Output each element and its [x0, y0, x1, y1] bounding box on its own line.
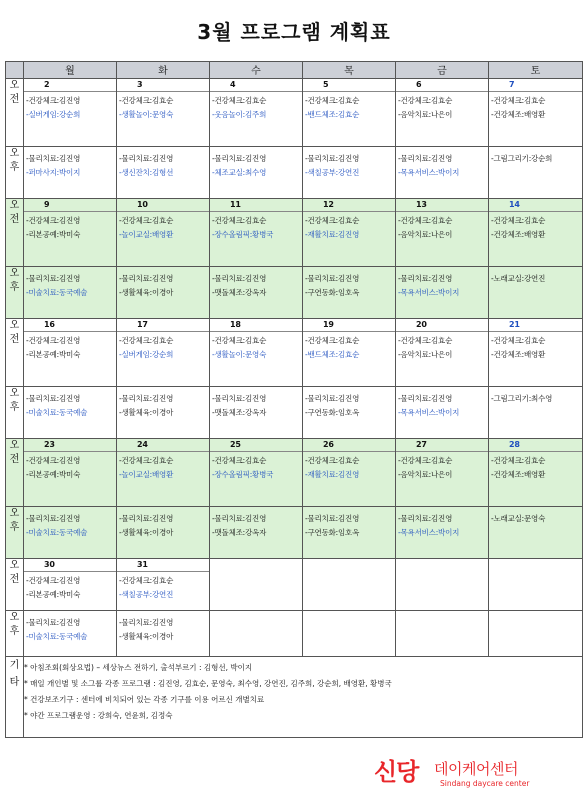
program-activity: -음악치료:나은이	[398, 470, 453, 479]
day-header: 화	[117, 62, 210, 79]
routine-activity: -물리치료:김진영	[212, 154, 267, 163]
routine-activity: -물리치료:김진영	[398, 394, 453, 403]
schedule-cell	[210, 507, 303, 559]
schedule-cell	[489, 439, 583, 507]
program-activity: -웃음놀이:김주희	[212, 110, 267, 119]
program-activity: -생활체육:이경아	[119, 632, 174, 641]
program-activity: -목욕서비스:박이지	[398, 408, 460, 417]
logo-mark: 신당	[374, 758, 419, 786]
routine-activity: -물리치료:김진영	[26, 514, 81, 523]
routine-activity: -물리치료:김진영	[26, 618, 81, 627]
date-number: 21	[489, 319, 582, 332]
period-label-char: 후	[9, 162, 20, 173]
period-label-char: 오	[9, 200, 20, 211]
date-number: 27	[396, 439, 488, 452]
routine-activity: -건강체크:김효순	[212, 336, 267, 345]
notes-cell	[24, 657, 583, 738]
morning-label	[6, 199, 24, 267]
schedule-cell	[117, 267, 210, 319]
schedule-cell	[24, 439, 117, 507]
program-activity: -밴드체조:김효순	[305, 350, 360, 359]
day-header: 토	[489, 62, 583, 79]
program-activity: -구연동화:임호옥	[305, 528, 360, 537]
routine-activity: -물리치료:김진영	[26, 274, 81, 283]
program-activity: -리본공예:박미숙	[26, 470, 81, 479]
routine-activity: -건강체크:김진영	[26, 216, 81, 225]
afternoon-label	[6, 507, 24, 559]
period-label-char: 전	[9, 574, 20, 585]
schedule-cell	[303, 267, 396, 319]
program-activity: -놀이교실:배영환	[119, 470, 174, 479]
program-activity: -미술치료:동국예술	[26, 528, 88, 537]
week-2-pm-row	[6, 267, 583, 319]
schedule-cell	[303, 611, 396, 657]
program-activity: -장수올림픽:황병국	[212, 470, 274, 479]
header-corner	[6, 62, 24, 79]
program-activity: -생활체육:이경아	[119, 288, 174, 297]
day-header: 금	[396, 62, 489, 79]
date-number: 2	[24, 79, 116, 92]
program-activity: -생신잔치:김형선	[119, 168, 174, 177]
week-4-am-row	[6, 439, 583, 507]
schedule-cell	[396, 147, 489, 199]
period-label-char: 오	[9, 612, 20, 623]
program-activity: -생활체육:이경아	[119, 528, 174, 537]
notes-label	[6, 657, 24, 738]
program-activity: -음악치료:나은이	[398, 110, 453, 119]
center-logo	[374, 758, 582, 792]
program-activity: -재활치료:김진영	[305, 230, 360, 239]
routine-activity: -건강체크:김효순	[212, 96, 267, 105]
routine-activity: -건강체크:김효순	[491, 96, 546, 105]
note-line: * 아침조회(회상요법) – 세상뉴스 전하기, 출석부르기 : 김형선, 박이지	[24, 663, 253, 672]
schedule-cell	[489, 199, 583, 267]
routine-activity: -물리치료:김진영	[26, 154, 81, 163]
program-activity: -체조교실:최수영	[212, 168, 267, 177]
date-number: 23	[24, 439, 116, 452]
routine-activity: -건강체크:김효순	[491, 216, 546, 225]
routine-activity: -건강체크:김효순	[398, 456, 453, 465]
date-number: 12	[303, 199, 395, 212]
program-activity: -목욕서비스:박이지	[398, 168, 460, 177]
routine-activity: -건강체크:김효순	[398, 336, 453, 345]
routine-activity: -그림그리기:최수영	[491, 394, 553, 403]
schedule-cell	[117, 79, 210, 147]
notes-label-char: 타	[9, 677, 20, 688]
afternoon-label	[6, 147, 24, 199]
schedule-cell	[24, 79, 117, 147]
date-number: 11	[210, 199, 302, 212]
note-line: * 건강보조기구 : 센터에 비치되어 있는 각종 기구를 이용 어르신 개별치료	[24, 695, 265, 704]
routine-activity: -건강체크:김효순	[119, 456, 174, 465]
period-label-char: 오	[9, 560, 20, 571]
schedule-cell	[24, 199, 117, 267]
routine-activity: -물리치료:김진영	[305, 154, 360, 163]
date-number: 17	[117, 319, 209, 332]
program-activity: -재활치료:김진영	[305, 470, 360, 479]
program-activity: -건강체조:배영환	[491, 350, 546, 359]
schedule-table	[5, 61, 583, 738]
date-number: 14	[489, 199, 582, 212]
schedule-cell	[24, 147, 117, 199]
program-activity: -구연동화:임호옥	[305, 408, 360, 417]
afternoon-label	[6, 267, 24, 319]
date-number: 31	[117, 559, 209, 572]
schedule-cell	[303, 559, 396, 611]
period-label-char: 오	[9, 440, 20, 451]
schedule-cell	[210, 319, 303, 387]
schedule-cell	[396, 199, 489, 267]
routine-activity: -건강체크:김효순	[491, 456, 546, 465]
routine-activity: -건강체크:김효순	[119, 576, 174, 585]
schedule-cell	[489, 507, 583, 559]
schedule-cell	[489, 147, 583, 199]
program-activity: -미술치료:동국예술	[26, 632, 88, 641]
program-activity: -미술치료:동국예술	[26, 408, 88, 417]
program-activity: -생활놀이:문영숙	[212, 350, 267, 359]
program-activity: -놀이교실:배영환	[119, 230, 174, 239]
program-activity: -생활체육:이경아	[119, 408, 174, 417]
day-header: 월	[24, 62, 117, 79]
routine-activity: -물리치료:김진영	[398, 274, 453, 283]
program-activity: -목욕서비스:박이지	[398, 528, 460, 537]
routine-activity: -건강체크:김효순	[398, 96, 453, 105]
program-activity: -색칠공부:강연진	[305, 168, 360, 177]
schedule-cell	[396, 267, 489, 319]
routine-activity: -건강체크:김효순	[305, 216, 360, 225]
day-header: 목	[303, 62, 396, 79]
week-1-pm-row	[6, 147, 583, 199]
schedule-cell	[303, 147, 396, 199]
routine-activity: -건강체크:김효순	[119, 216, 174, 225]
routine-activity: -건강체크:김효순	[305, 96, 360, 105]
program-activity: -건강체조:배영환	[491, 470, 546, 479]
period-label-char: 오	[9, 148, 20, 159]
program-activity: -건강체조:배영환	[491, 110, 546, 119]
program-activity: -건강체조:배영환	[491, 230, 546, 239]
schedule-cell	[303, 79, 396, 147]
routine-activity: -건강체크:김진영	[26, 336, 81, 345]
program-activity: -음악치료:나은이	[398, 230, 453, 239]
routine-activity: -그림그리기:강순희	[491, 154, 553, 163]
routine-activity: -물리치료:김진영	[305, 514, 360, 523]
logo-name: 데이케어센터	[434, 760, 518, 778]
schedule-cell	[24, 319, 117, 387]
date-number: 5	[303, 79, 395, 92]
schedule-cell	[117, 387, 210, 439]
program-activity: -색칠공부:강연진	[119, 590, 174, 599]
period-label-char: 오	[9, 388, 20, 399]
period-label-char: 오	[9, 508, 20, 519]
morning-label	[6, 319, 24, 387]
notes-row	[6, 657, 583, 738]
program-activity: -리본공예:박미숙	[26, 230, 81, 239]
program-activity: -맷돌체조:강옥자	[212, 408, 267, 417]
schedule-cell	[210, 439, 303, 507]
routine-activity: -건강체크:김효순	[119, 336, 174, 345]
date-number: 26	[303, 439, 395, 452]
schedule-cell	[396, 507, 489, 559]
schedule-cell	[117, 147, 210, 199]
week-5-pm-row	[6, 611, 583, 657]
routine-activity: -물리치료:김진영	[305, 394, 360, 403]
routine-activity: -물리치료:김진영	[212, 394, 267, 403]
schedule-cell	[210, 79, 303, 147]
schedule-cell	[117, 319, 210, 387]
schedule-cell	[210, 267, 303, 319]
date-number: 18	[210, 319, 302, 332]
routine-activity: -건강체크:김효순	[212, 216, 267, 225]
period-label-char: 전	[9, 334, 20, 345]
date-number: 4	[210, 79, 302, 92]
routine-activity: -건강체크:김효순	[305, 456, 360, 465]
program-activity: -음악치료:나은이	[398, 350, 453, 359]
program-activity: -목욕서비스:박이지	[398, 288, 460, 297]
schedule-cell	[24, 611, 117, 657]
routine-activity: -건강체크:김진영	[26, 576, 81, 585]
schedule-cell	[117, 507, 210, 559]
period-label-char: 전	[9, 94, 20, 105]
period-label-char: 오	[9, 268, 20, 279]
routine-activity: -물리치료:김진영	[398, 514, 453, 523]
routine-activity: -물리치료:김진영	[119, 514, 174, 523]
date-number: 6	[396, 79, 488, 92]
note-line: * 매일 개인별 및 소그룹 각종 프로그램 : 김진영, 김효순, 문영숙, 최수영, 강연진, 김주희, 강순희, 배영환, 황병국	[24, 679, 392, 688]
morning-label	[6, 79, 24, 147]
note-line: * 야간 프로그램운영 : 강희숙, 연윤희, 김정숙	[24, 711, 173, 720]
routine-activity: -노래교실:강연진	[491, 274, 546, 283]
schedule-cell	[24, 559, 117, 611]
routine-activity: -물리치료:김진영	[119, 274, 174, 283]
program-activity: -맷돌체조:강옥자	[212, 528, 267, 537]
afternoon-label	[6, 387, 24, 439]
period-label-char: 오	[9, 320, 20, 331]
schedule-cell	[396, 319, 489, 387]
day-header: 수	[210, 62, 303, 79]
schedule-cell	[396, 387, 489, 439]
routine-activity: -건강체크:김효순	[212, 456, 267, 465]
afternoon-label	[6, 611, 24, 657]
date-number: 28	[489, 439, 582, 452]
routine-activity: -물리치료:김진영	[305, 274, 360, 283]
date-number: 10	[117, 199, 209, 212]
schedule-cell	[303, 319, 396, 387]
routine-activity: -건강체크:김효순	[398, 216, 453, 225]
schedule-cell	[210, 611, 303, 657]
routine-activity: -물리치료:김진영	[119, 154, 174, 163]
week-3-pm-row	[6, 387, 583, 439]
routine-activity: -물리치료:김진영	[26, 394, 81, 403]
program-activity: -밴드체조:김효순	[305, 110, 360, 119]
period-label-char: 후	[9, 282, 20, 293]
period-label-char: 후	[9, 626, 20, 637]
program-activity: -실버게임:강순희	[26, 110, 81, 119]
schedule-cell	[489, 387, 583, 439]
week-5-am-row	[6, 559, 583, 611]
routine-activity: -건강체크:김효순	[119, 96, 174, 105]
schedule-cell	[489, 559, 583, 611]
schedule-cell	[303, 439, 396, 507]
morning-label	[6, 439, 24, 507]
schedule-cell	[303, 387, 396, 439]
schedule-cell	[489, 267, 583, 319]
period-label-char: 오	[9, 80, 20, 91]
week-4-pm-row	[6, 507, 583, 559]
morning-label	[6, 559, 24, 611]
schedule-cell	[396, 611, 489, 657]
date-number: 3	[117, 79, 209, 92]
date-number: 16	[24, 319, 116, 332]
schedule-cell	[489, 79, 583, 147]
page-title: 3월 프로그램 계획표	[197, 20, 391, 44]
schedule-cell	[396, 439, 489, 507]
routine-activity: -물리치료:김진영	[119, 618, 174, 627]
day-header-row	[6, 62, 583, 79]
routine-activity: -건강체크:김진영	[26, 456, 81, 465]
schedule-cell	[303, 507, 396, 559]
week-2-am-row	[6, 199, 583, 267]
schedule-cell	[303, 199, 396, 267]
routine-activity: -물리치료:김진영	[119, 394, 174, 403]
schedule-cell	[117, 611, 210, 657]
date-number: 30	[24, 559, 116, 572]
period-label-char: 전	[9, 454, 20, 465]
date-number: 24	[117, 439, 209, 452]
date-number: 25	[210, 439, 302, 452]
schedule-cell	[396, 559, 489, 611]
schedule-cell	[117, 199, 210, 267]
notes-label-char: 기	[9, 660, 20, 671]
schedule-cell	[24, 387, 117, 439]
date-number: 7	[489, 79, 582, 92]
week-3-am-row	[6, 319, 583, 387]
program-activity: -미술치료:동국예술	[26, 288, 88, 297]
program-activity: -퍼마사지:박이지	[26, 168, 81, 177]
routine-activity: -건강체크:김진영	[26, 96, 81, 105]
program-activity: -실버게임:강순희	[119, 350, 174, 359]
program-activity: -리본공예:박미숙	[26, 590, 81, 599]
schedule-cell	[210, 199, 303, 267]
routine-activity: -물리치료:김진영	[212, 274, 267, 283]
period-label-char: 후	[9, 522, 20, 533]
schedule-cell	[210, 147, 303, 199]
schedule-cell	[489, 319, 583, 387]
routine-activity: -노래교실:문영숙	[491, 514, 546, 523]
date-number: 19	[303, 319, 395, 332]
program-activity: -생활놀이:문영숙	[119, 110, 174, 119]
schedule-cell	[396, 79, 489, 147]
date-number: 20	[396, 319, 488, 332]
date-number: 13	[396, 199, 488, 212]
period-label-char: 후	[9, 402, 20, 413]
program-activity: -리본공예:박미숙	[26, 350, 81, 359]
routine-activity: -물리치료:김진영	[212, 514, 267, 523]
schedule-cell	[210, 559, 303, 611]
schedule-cell	[117, 559, 210, 611]
program-activity: -장수올림픽:황병국	[212, 230, 274, 239]
routine-activity: -건강체크:김효순	[491, 336, 546, 345]
program-activity: -구연동화:임호옥	[305, 288, 360, 297]
week-1-am-row	[6, 79, 583, 147]
date-number: 9	[24, 199, 116, 212]
routine-activity: -물리치료:김진영	[398, 154, 453, 163]
program-activity: -맷돌체조:강옥자	[212, 288, 267, 297]
routine-activity: -건강체크:김효순	[305, 336, 360, 345]
schedule-cell	[210, 387, 303, 439]
schedule-cell	[489, 611, 583, 657]
schedule-cell	[24, 267, 117, 319]
logo-english: Sindang daycare center	[440, 779, 530, 788]
period-label-char: 전	[9, 214, 20, 225]
schedule-cell	[117, 439, 210, 507]
schedule-cell	[24, 507, 117, 559]
